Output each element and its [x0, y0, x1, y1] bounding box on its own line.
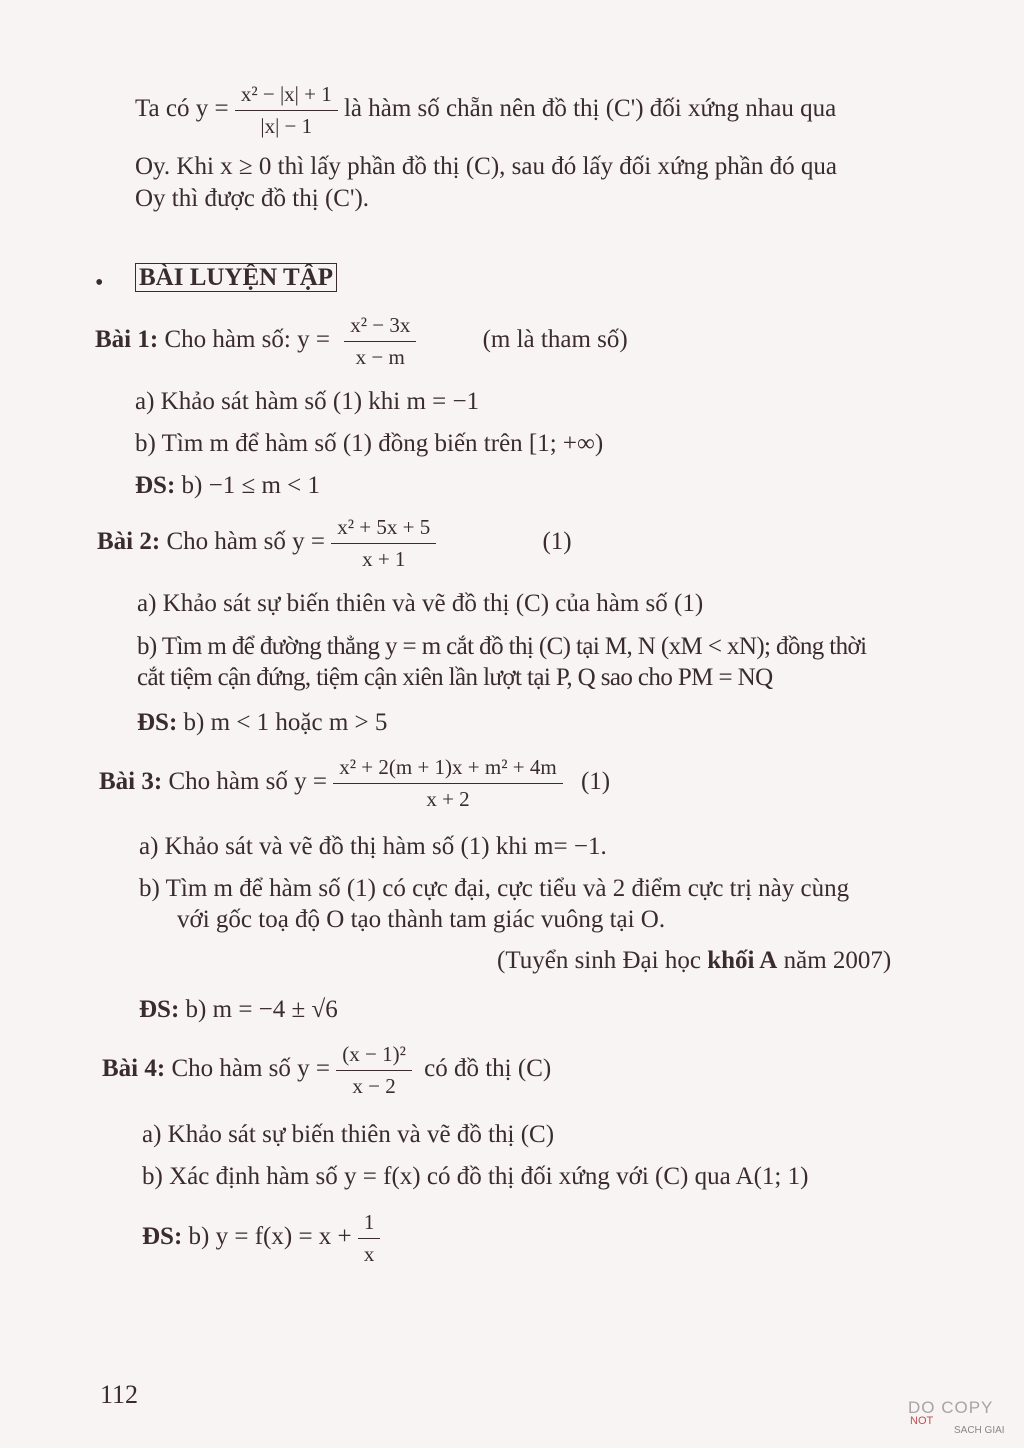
- watermark-line-3: SACH GIAI: [954, 1425, 1005, 1436]
- bai1-label: Bài 1:: [95, 326, 159, 354]
- section-bullet: •: [95, 270, 104, 296]
- bai2-statement: [97, 515, 572, 572]
- bai4-statement: [102, 1042, 551, 1099]
- bai3-numerator: x² + 2(m + 1)x + m² + 4m: [339, 755, 557, 779]
- page-number: 112: [100, 1380, 139, 1409]
- bai3-source-bold: khối A: [707, 947, 778, 974]
- watermark-logo: [908, 1398, 1018, 1442]
- bai2-answer-label: ĐS:: [137, 709, 178, 736]
- bai3-fraction: [333, 755, 562, 812]
- bai4-denominator: x − 2: [336, 1070, 412, 1099]
- bai4-answer: [142, 1210, 380, 1267]
- bai1-answer-label: ĐS:: [135, 472, 176, 499]
- bai2-label: Bài 2:: [97, 528, 161, 556]
- bai4-answer-text: b) y = f(x) = x +: [188, 1223, 352, 1251]
- bai2-answer-text: b) m < 1 hoặc m > 5: [183, 709, 388, 736]
- bai1-answer-text: b) −1 ≤ m < 1: [181, 472, 320, 499]
- bai4-note: có đồ thị (C): [424, 1055, 552, 1083]
- watermark-line-1: DO COPY: [908, 1398, 994, 1417]
- bai3-part-b-line-1: b) Tìm m để hàm số (1) có cực đại, cực tiểu và 2 điểm cực trị này cùng: [139, 875, 850, 902]
- bai3-label: Bài 3:: [99, 768, 163, 796]
- bai1-statement: [95, 313, 628, 370]
- bai3-answer-label: ĐS:: [139, 996, 180, 1023]
- bai4-text: Cho hàm số y =: [171, 1055, 330, 1083]
- bai3-answer: [139, 996, 338, 1024]
- bai2-note: (1): [542, 528, 572, 556]
- section-title: [135, 264, 337, 292]
- intro-text: Ta có y =: [135, 95, 229, 123]
- bai4-numerator: (x − 1)²: [342, 1042, 406, 1066]
- bai3-note: (1): [580, 768, 611, 796]
- bai4-answer-numerator: 1: [363, 1210, 375, 1234]
- bai3-source-pre: (Tuyển sinh Đại học: [497, 947, 708, 974]
- bai4-answer-label: ĐS:: [142, 1223, 183, 1251]
- bai1-denominator: x − m: [344, 341, 416, 370]
- intro-line-2: Oy. Khi x ≥ 0 thì lấy phần đồ thị (C), sau đó lấy đối xứng phần đó qua: [135, 153, 837, 180]
- bai2-numerator: x² + 5x + 5: [337, 515, 431, 539]
- bai3-part-a: a) Khảo sát và vẽ đồ thị hàm số (1) khi m= −1.: [139, 833, 607, 860]
- section-title-text: BÀI LUYỆN TẬP: [135, 263, 337, 292]
- bai4-part-b: b) Xác định hàm số y = f(x) có đồ thị đối xứng với (C) qua A(1; 1): [142, 1163, 809, 1190]
- intro-numerator: x² − |x| + 1: [240, 82, 332, 106]
- bai4-part-a: a) Khảo sát sự biến thiên và vẽ đồ thị (C): [142, 1121, 555, 1148]
- bai3-statement: [99, 755, 610, 812]
- bai3-denominator: x + 2: [333, 783, 562, 812]
- bai4-fraction: [336, 1042, 412, 1099]
- bai1-text: Cho hàm số: y =: [164, 326, 330, 354]
- bai1-answer: [135, 472, 320, 500]
- bai1-part-b: b) Tìm m để hàm số (1) đồng biến trên [1; +∞): [135, 430, 604, 457]
- bai2-part-b-line-1: b) Tìm m để đường thẳng y = m cắt đồ thị (C) tại M, N (xM < xN); đồng thời: [137, 633, 867, 660]
- bai3-part-b-line-2: với gốc toạ độ O tạo thành tam giác vuông tại O.: [177, 906, 666, 933]
- bai2-part-a: a) Khảo sát sự biến thiên và vẽ đồ thị (C) của hàm số (1): [137, 590, 704, 617]
- bai1-part-a: a) Khảo sát hàm số (1) khi m = −1: [135, 388, 480, 415]
- intro-line-3: Oy thì được đồ thị (C').: [135, 185, 370, 212]
- intro-denominator: |x| − 1: [235, 110, 338, 139]
- bai4-label: Bài 4:: [102, 1055, 166, 1083]
- bai1-fraction: [344, 313, 416, 370]
- bai4-answer-fraction: [358, 1210, 381, 1267]
- intro-text-post: là hàm số chẵn nên đồ thị (C') đối xứng nhau qua: [343, 95, 837, 123]
- bai2-part-b-line-2: cắt tiệm cận đứng, tiệm cận xiên lần lượt tại P, Q sao cho PM = NQ: [137, 664, 773, 691]
- intro-fraction: [235, 82, 338, 139]
- bai3-source-post: năm 2007): [777, 947, 892, 974]
- bai2-answer: [137, 709, 387, 737]
- bai2-denominator: x + 1: [331, 543, 436, 572]
- bai2-fraction: [331, 515, 436, 572]
- bai4-answer-denominator: x: [358, 1238, 381, 1267]
- bai1-numerator: x² − 3x: [350, 313, 411, 337]
- bai3-source: [497, 947, 891, 975]
- watermark-line-2: NOT: [910, 1415, 934, 1427]
- bai3-text: Cho hàm số y =: [168, 768, 327, 796]
- intro-line-1: [135, 82, 836, 139]
- bai1-note: (m là tham số): [482, 326, 628, 354]
- bai3-answer-text: b) m = −4 ± √6: [185, 996, 338, 1023]
- bai2-text: Cho hàm số y =: [166, 528, 325, 556]
